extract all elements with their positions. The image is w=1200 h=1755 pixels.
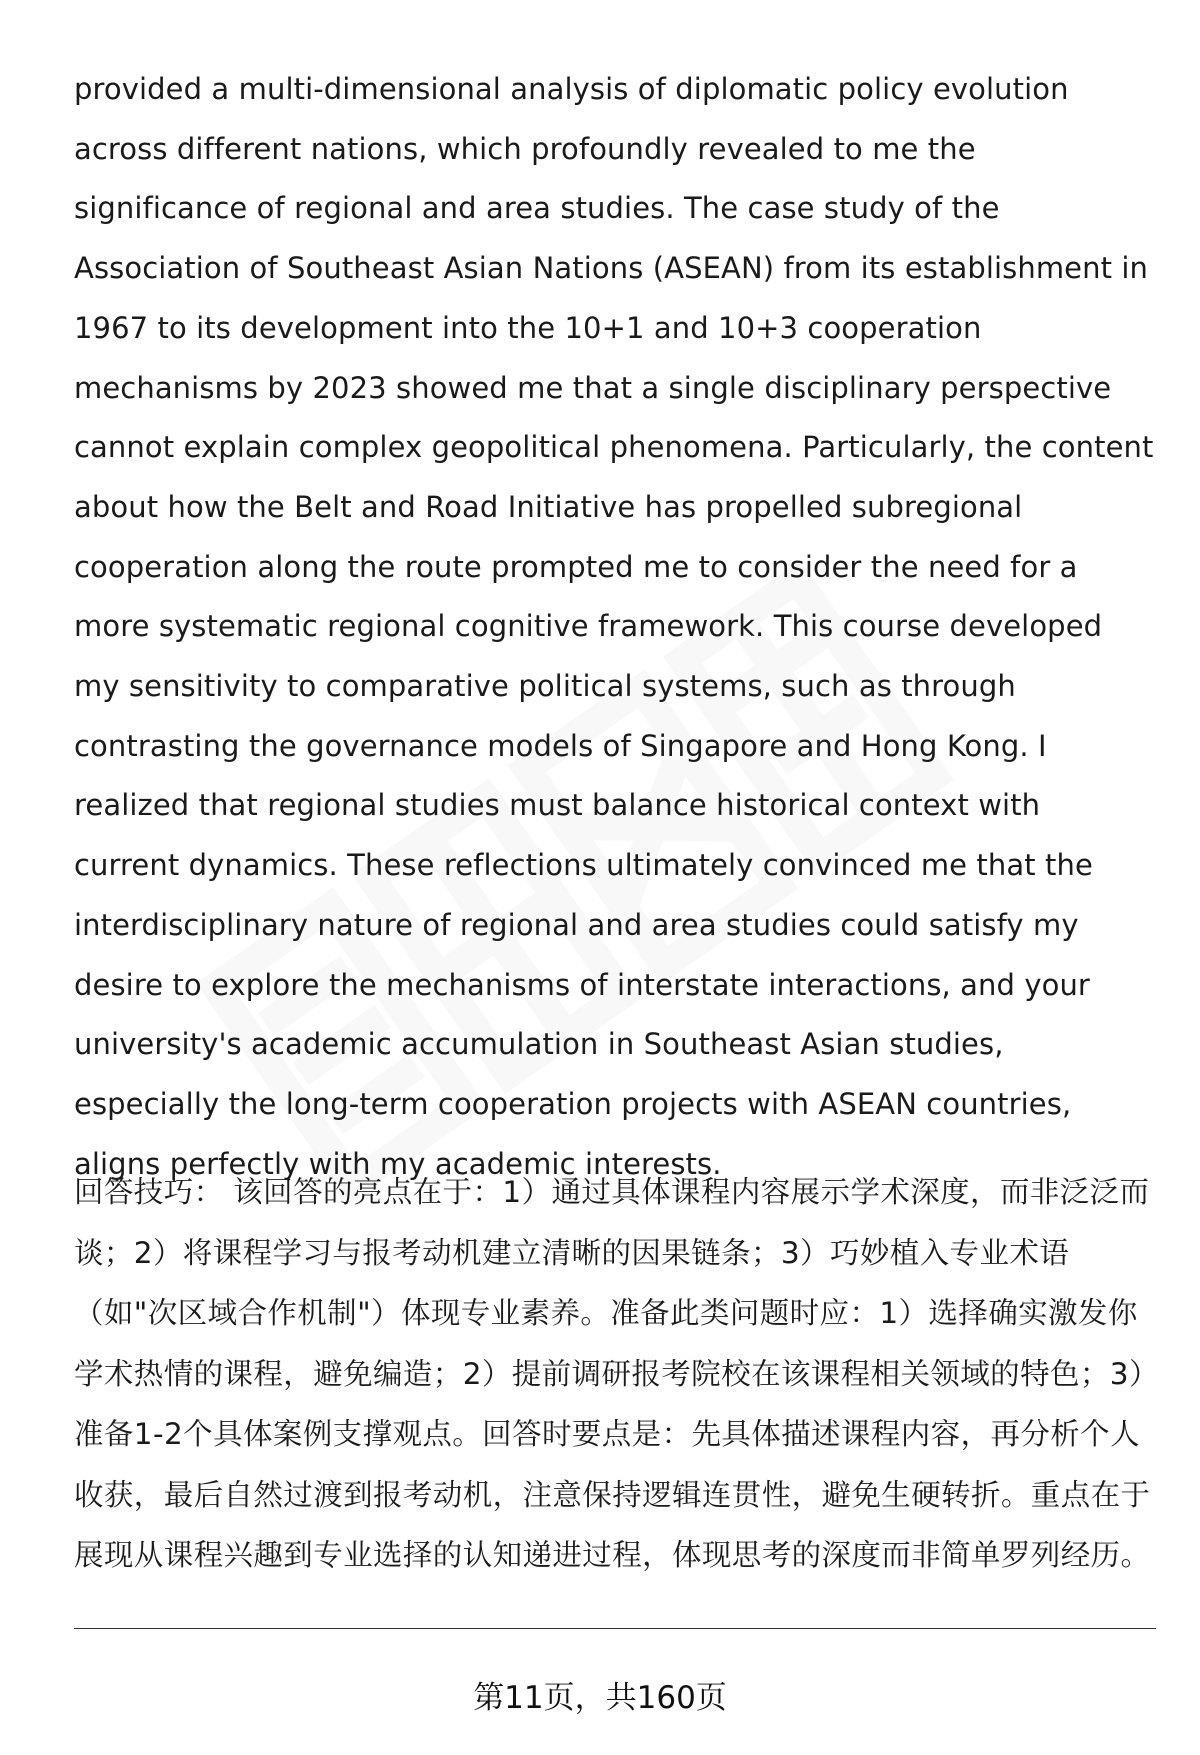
body-paragraph: provided a multi-dimensional analysis of diplomatic policy evolution across different nations, which profoundly revealed to me the significance of regional and area studies. The case study of the Association of Southeast Asian Nations (ASEAN) from its establishment in 1967 to its development into the 10+1 and 10+3 cooperation mechanisms by 2023 showed me that a single disciplinary perspective cannot explain complex geopolitical phenomena. Particularly, the content about how the Belt and Road Initiative has propelled subregional cooperation along the route prompted me to consider the need for a more systematic regional cognitive framework. This course developed my sensitivity to comparative political systems, such as through contrasting the governance models of Singapore and Hong Kong. I realized that regional studies must balance historical context with current dynamics. These reflections ultimately convinced me that the interdisciplinary nature of regional and area studies could satisfy my desire to explore the mechanisms of interstate interactions, and your university's academic accumulation in Southeast Asian studies, especially the long-term cooperation projects with ASEAN countries, aligns perfectly with my academic interests.: [74, 72, 1154, 1181]
footer-divider: [74, 1628, 1156, 1629]
page-number: 第11页，共160页: [473, 1680, 727, 1716]
answer-tip-paragraph: 回答技巧： 该回答的亮点在于：1）通过具体课程内容展示学术深度，而非泛泛而谈；2）将课程学习与报考动机建立清晰的因果链条；3）巧妙植入专业术语（如"次区域合作机制"）体现专业素养。准备此类问题时应：1）选择确实激发你学术热情的课程，避免编造；2）提前调研报考院校在该课程相关领域的特色；3）准备1-2个具体案例支撑观点。回答时要点是：先具体描述课程内容，再分析个人收获，最后自然过渡到报考动机，注意保持逻辑连贯性，避免生硬转折。重点在于展现从课程兴趣到专业选择的认知递进过程，体现思考的深度而非简单罗列经历。: [74, 1175, 1151, 1572]
